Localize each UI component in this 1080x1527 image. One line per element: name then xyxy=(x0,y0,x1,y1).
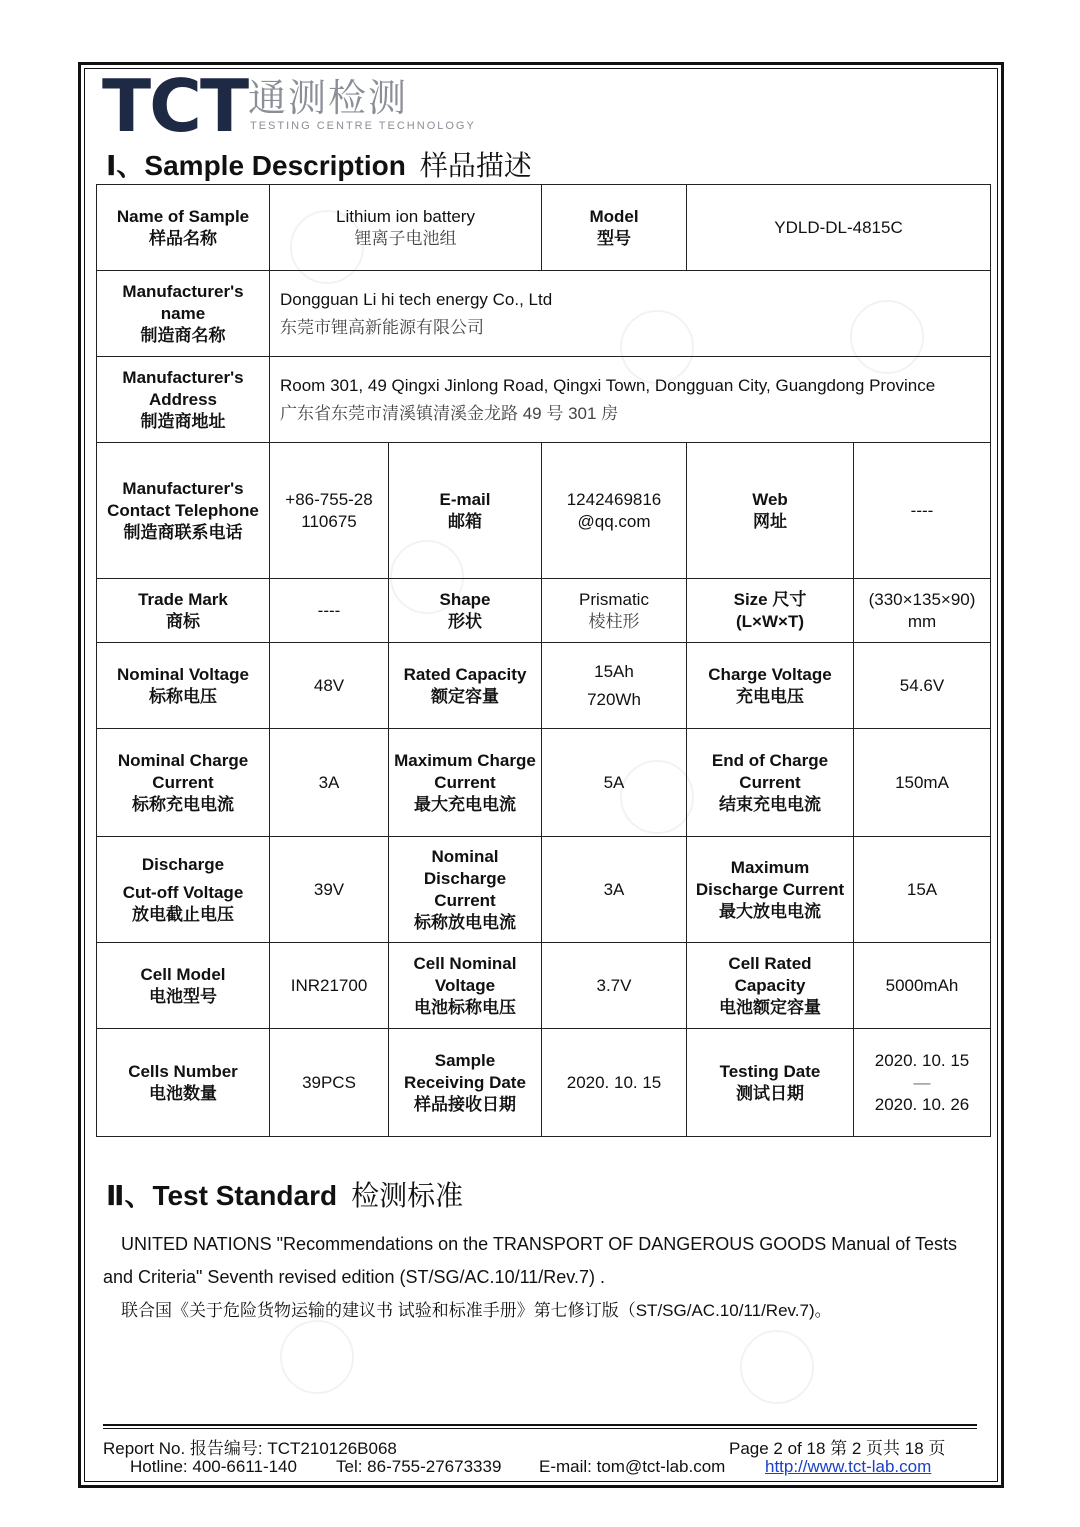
nominal-charge-current-value-cell: 3A xyxy=(270,729,389,837)
table-row xyxy=(97,185,991,271)
end-of-charge-current-value-cell: 150mA xyxy=(854,729,991,837)
model-value-cell: YDLD-DL-4815C xyxy=(687,185,991,271)
manufacturer-address-label-cell: Manufacturer's Address 制造商地址 xyxy=(97,357,270,443)
size-value-cell: (330×135×90) mm xyxy=(854,579,991,643)
nominal-voltage-label-cell: Nominal Voltage 标称电压 xyxy=(97,643,270,729)
name-value-cell: Lithium ion battery 锂离子电池组 xyxy=(270,185,542,271)
discharge-cutoff-label-cell: Discharge Cut-off Voltage 放电截止电压 xyxy=(97,837,270,943)
telephone: Tel: 86-755-27673339 xyxy=(336,1457,502,1476)
cell-rated-capacity-label-cell: Cell Rated Capacity 电池额定容量 xyxy=(687,943,854,1029)
shape-value-cell: Prismatic 棱柱形 xyxy=(542,579,687,643)
cell-rated-capacity-value-cell: 5000mAh xyxy=(854,943,991,1029)
telephone-label-cell: Manufacturer's Contact Telephone 制造商联系电话 xyxy=(97,443,270,579)
discharge-cutoff-value-cell: 39V xyxy=(270,837,389,943)
max-discharge-current-value-cell: 15A xyxy=(854,837,991,943)
watermark xyxy=(280,1320,354,1394)
logo-cn-name: 通测检测 xyxy=(248,76,409,120)
table-row xyxy=(97,271,991,357)
end-of-charge-current-label-cell: End of Charge Current 结束充电电流 xyxy=(687,729,854,837)
telephone-value-cell: +86-755-28 110675 xyxy=(270,443,389,579)
footer-divider xyxy=(103,1424,977,1426)
rated-capacity-label-cell: Rated Capacity 额定容量 xyxy=(389,643,542,729)
table-row xyxy=(97,443,991,579)
testing-date-label-cell: Testing Date 测试日期 xyxy=(687,1029,854,1137)
sample-receiving-date-label-cell: Sample Receiving Date 样品接收日期 xyxy=(389,1029,542,1137)
charge-voltage-label-cell: Charge Voltage 充电电压 xyxy=(687,643,854,729)
standard-cn-line: 联合国《关于危险货物运输的建议书 试验和标准手册》第七修订版（ST/SG/AC.10/11/Rev.7)。 xyxy=(121,1301,832,1320)
max-charge-current-label-cell: Maximum Charge Current 最大充电电流 xyxy=(389,729,542,837)
table-row xyxy=(97,579,991,643)
size-label-cell: Size 尺寸 (L×W×T) xyxy=(687,579,854,643)
cell-model-value-cell: INR21700 xyxy=(270,943,389,1029)
section-2-title: Ⅱ、Test Standard 检测标准 xyxy=(106,1180,464,1211)
website-link[interactable] xyxy=(765,1457,931,1477)
nominal-charge-current-label-cell: Nominal Charge Current 标称充电电流 xyxy=(97,729,270,837)
testing-date-value-cell: 2020. 10. 15 — 2020. 10. 26 xyxy=(854,1029,991,1137)
standard-en-line-2: and Criteria" Seventh revised edition (ST/SG/AC.10/11/Rev.7) . xyxy=(103,1267,605,1287)
email-label-cell: E-mail 邮箱 xyxy=(389,443,542,579)
cell-model-label-cell: Cell Model 电池型号 xyxy=(97,943,270,1029)
test-standard-text xyxy=(103,1228,983,1327)
cell-nominal-voltage-value-cell: 3.7V xyxy=(542,943,687,1029)
hotline: Hotline: 400-6611-140 xyxy=(130,1457,297,1476)
report-number: Report No. 报告编号: TCT210126B068 xyxy=(103,1439,397,1458)
watermark xyxy=(740,1330,814,1404)
manufacturer-name-value-cell: Dongguan Li hi tech energy Co., Ltd 东莞市锂高新能源有限公司 xyxy=(270,271,991,357)
page-number: Page 2 of 18 第 2 页共 18 页 xyxy=(729,1439,946,1458)
trade-mark-label-cell: Trade Mark 商标 xyxy=(97,579,270,643)
table-row xyxy=(97,729,991,837)
manufacturer-name-label-cell: Manufacturer's name 制造商名称 xyxy=(97,271,270,357)
table-row xyxy=(97,943,991,1029)
table-row xyxy=(97,837,991,943)
table-row xyxy=(97,643,991,729)
logo-brand: TCT xyxy=(102,64,248,148)
model-label-cell: Model 型号 xyxy=(542,185,687,271)
nominal-discharge-current-label-cell: Nominal Discharge Current 标称放电电流 xyxy=(389,837,542,943)
email: E-mail: tom@tct-lab.com xyxy=(539,1457,726,1476)
sample-receiving-date-value-cell: 2020. 10. 15 xyxy=(542,1029,687,1137)
manufacturer-address-value-cell: Room 301, 49 Qingxi Jinlong Road, Qingxi Town, Dongguan City, Guangdong Province 广东省东莞市清溪镇清溪金龙路 49 号 301 房 xyxy=(270,357,991,443)
website-link-text[interactable]: http://www.tct-lab.com xyxy=(765,1457,932,1476)
cells-number-value-cell: 39PCS xyxy=(270,1029,389,1137)
trade-mark-value-cell: ---- xyxy=(270,579,389,643)
table-row xyxy=(97,357,991,443)
max-charge-current-value-cell: 5A xyxy=(542,729,687,837)
name-label-cell: Name of Sample 样品名称 xyxy=(97,185,270,271)
footer-divider xyxy=(103,1428,977,1429)
shape-label-cell: Shape 形状 xyxy=(389,579,542,643)
cells-number-label-cell: Cells Number 电池数量 xyxy=(97,1029,270,1137)
table-row xyxy=(97,1029,991,1137)
nominal-discharge-current-value-cell: 3A xyxy=(542,837,687,943)
section-1-title: Ⅰ、Sample Description 样品描述 xyxy=(106,150,532,181)
standard-en-line-1: UNITED NATIONS "Recommendations on the TRANSPORT OF DANGEROUS GOODS Manual of Tests xyxy=(121,1234,957,1254)
sample-description-table xyxy=(96,184,991,1137)
rated-capacity-value-cell: 15Ah 720Wh xyxy=(542,643,687,729)
nominal-voltage-value-cell: 48V xyxy=(270,643,389,729)
logo-tagline: TESTING CENTRE TECHNOLOGY xyxy=(250,120,476,132)
web-value-cell: ---- xyxy=(854,443,991,579)
charge-voltage-value-cell: 54.6V xyxy=(854,643,991,729)
cell-nominal-voltage-label-cell: Cell Nominal Voltage 电池标称电压 xyxy=(389,943,542,1029)
email-value-cell: 1242469816 @qq.com xyxy=(542,443,687,579)
max-discharge-current-label-cell: Maximum Discharge Current 最大放电电流 xyxy=(687,837,854,943)
web-label-cell: Web 网址 xyxy=(687,443,854,579)
